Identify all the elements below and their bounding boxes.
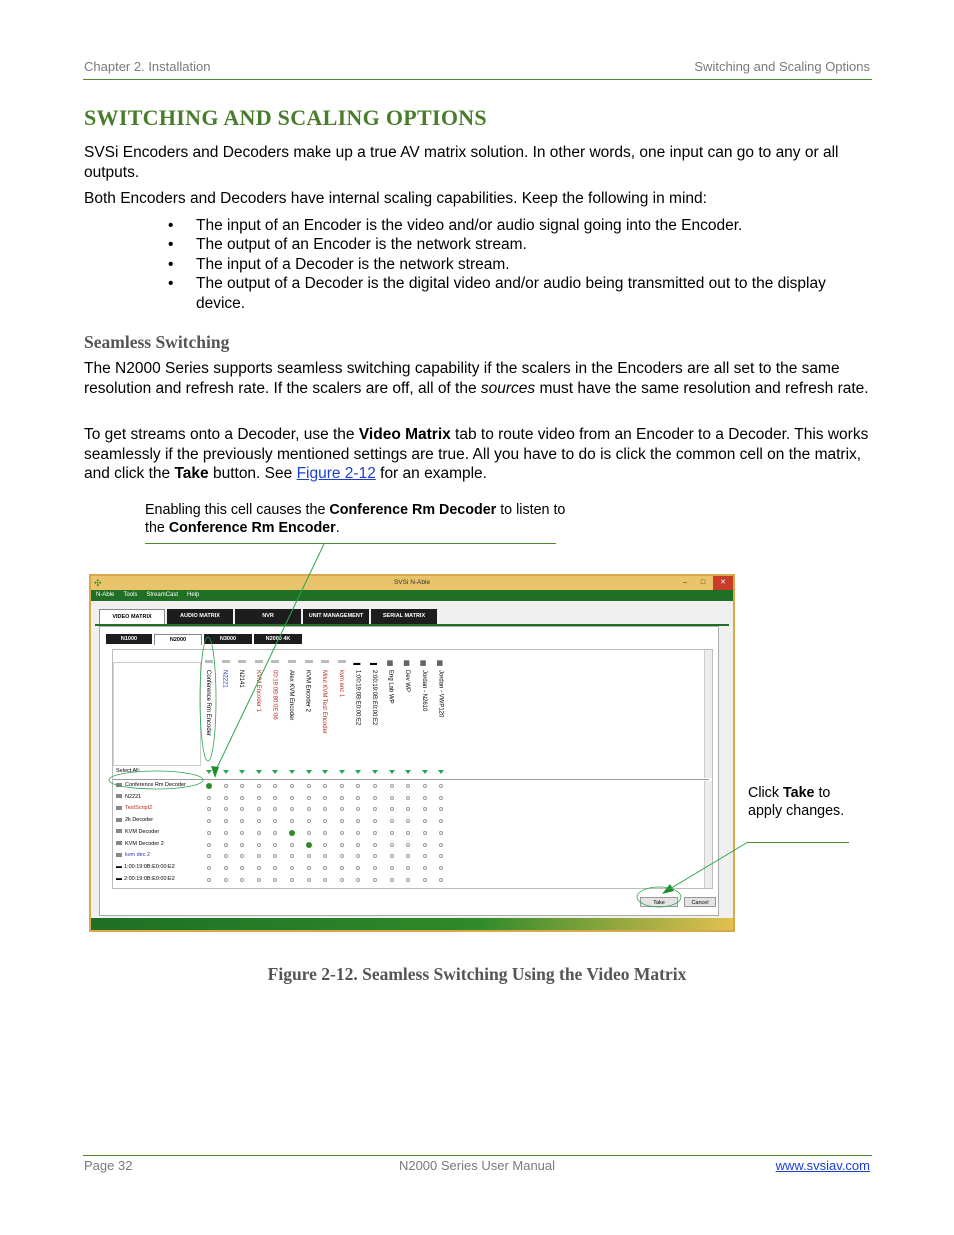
menu-streamcast[interactable]: StreamCast <box>146 592 179 598</box>
bullet-item: • The input of a Decoder is the network stream. <box>168 256 510 273</box>
column-label: 00:19:0B:80:0E:06 <box>271 670 278 720</box>
take-button[interactable]: Take <box>640 897 678 907</box>
column-label: KVM Encoder 2 <box>304 670 311 713</box>
tab-audio-matrix[interactable]: AUDIO MATRIX <box>167 609 233 624</box>
close-icon[interactable]: ✕ <box>713 576 733 590</box>
paragraph-video-matrix: To get streams onto a Decoder, use the Video Matrix tab to route video from an Encoder to a Decoder. This works seamlessly if the previously mentioned settings are true. All you have to do is click the common cell on the matrix, and click the Take button. See Figure 2-12 for an example. <box>84 426 869 482</box>
header-chapter: Chapter 2. Installation <box>84 59 211 74</box>
device-icon: ▬ <box>116 863 122 870</box>
intro-paragraph-1: SVSi Encoders and Decoders make up a true AV matrix solution. In other words, one input can go to any or all outputs. <box>84 144 839 181</box>
take-highlight-ellipse <box>637 887 681 907</box>
column-label: 2:00:19:0B:E0:00:E2 <box>371 670 377 726</box>
column-label: Eng Lab WP <box>387 670 394 704</box>
select-all-label: Select All: <box>116 768 141 774</box>
footer-url-link[interactable]: www.svsiav.com <box>775 1158 870 1173</box>
column-label: KVM Encoder 1 <box>254 670 261 713</box>
tab-serial-matrix[interactable]: SERIAL MATRIX <box>371 609 437 624</box>
figure-caption: Figure 2-12. Seamless Switching Using the Video Matrix <box>267 964 687 984</box>
row-label-text: N2221 <box>125 793 142 800</box>
device-icon: ▦ <box>419 660 427 667</box>
bullet-item: • The output of a Decoder is the digital video and/or audio being transmitted out to the display device. <box>168 275 826 312</box>
row-label-text: Conference Rm Decoder <box>125 782 186 788</box>
column-label: Jordan - N2610 <box>420 670 427 712</box>
device-icon: ▬ <box>370 660 377 667</box>
row-label-text: 1:00:19:0B:E0:00:E2 <box>124 863 175 870</box>
figure-link[interactable]: Figure 2-12 <box>296 465 376 482</box>
column-highlight-ellipse <box>200 637 216 761</box>
column-label: Conference Rm Encoder <box>205 670 211 737</box>
tab-nvr[interactable]: NVR <box>235 609 301 624</box>
column-label: 1:00:19:0B:E0:00:E2 <box>354 670 361 726</box>
row-label-text: KVM Decoder 2 <box>125 840 164 847</box>
footer-page: Page 32 <box>84 1158 133 1173</box>
intro-paragraph-2: Both Encoders and Decoders have internal scaling capabilities. Keep the following in mind: <box>84 190 707 207</box>
column-label: Alex KVM Encoder <box>288 670 294 721</box>
tab-n1000[interactable]: N1000 <box>106 634 152 644</box>
tab-n2000-4k[interactable]: N2000 4K <box>254 634 302 644</box>
menu-n-able[interactable]: N-Able <box>96 592 115 598</box>
column-label: N2221 <box>221 670 228 688</box>
callout-line-take <box>668 842 748 890</box>
maximize-icon[interactable]: □ <box>700 579 706 586</box>
bullet-item: • The input of an Encoder is the video and/or audio signal going into the Encoder. <box>168 217 743 234</box>
device-icon: ▦ <box>436 660 444 667</box>
row-highlight-ellipse <box>109 771 203 789</box>
tab-n2000[interactable]: N2000 <box>154 634 202 645</box>
device-icon: ▦ <box>386 660 394 667</box>
tab-unit-management[interactable]: UNIT MANAGEMENT <box>303 609 369 624</box>
callout-enable-cell: Enabling this cell causes the Conference Rm Decoder to listen to the Conference Rm Encoder. <box>145 502 566 536</box>
row-label-text: kvm dec 2 <box>125 852 151 859</box>
page-title: SWITCHING AND SCALING OPTIONS <box>84 105 487 130</box>
column-label: Dev WP <box>404 670 411 693</box>
device-icon: ▬ <box>116 875 122 882</box>
column-label: Jordan - VWP120 <box>437 670 444 718</box>
menu-tools[interactable]: Tools <box>123 592 138 598</box>
device-icon: ▦ <box>403 660 410 667</box>
tab-video-matrix[interactable]: VIDEO MATRIX <box>99 609 165 624</box>
cancel-button[interactable]: Cancel <box>684 897 716 907</box>
device-icon: ▬ <box>353 660 361 667</box>
subheading-seamless-switching: Seamless Switching <box>84 332 230 352</box>
app-title: SVSi N-Able <box>393 579 431 586</box>
row-label-text: 2:00:19:0B:E0:00:E2 <box>124 875 175 882</box>
column-label: Mitul KVM Test Encoder <box>321 670 328 734</box>
row-label-text: 2k Decoder <box>125 817 154 824</box>
bullet-item: • The output of an Encoder is the network stream. <box>168 236 527 253</box>
callout-line-enable <box>215 544 324 772</box>
row-label-text: TestScript2 <box>125 805 153 812</box>
footer-manual: N2000 Series User Manual <box>398 1158 556 1173</box>
column-label: N2141 <box>238 670 245 688</box>
app-logo-icon: ✣ <box>94 578 102 588</box>
minimize-icon[interactable]: – <box>683 579 687 586</box>
callout-take: Click Take to apply changes. <box>748 785 845 819</box>
footer-rule <box>83 1155 872 1156</box>
row-label-text: KVM Decoder <box>125 828 160 835</box>
column-label: kvm enc 1 <box>337 670 344 698</box>
paragraph-seamless: The N2000 Series supports seamless switching capability if the scalers in the Encoders are all set to the same resolution and refresh rate. If the scalers are off, all of the sources must have the same resolution and refresh rate. <box>84 360 869 397</box>
header-section: Switching and Scaling Options <box>694 59 870 74</box>
callout-arrow-enable <box>211 766 219 778</box>
tab-n3000[interactable]: N3000 <box>204 634 252 644</box>
menu-help[interactable]: Help <box>187 592 200 598</box>
